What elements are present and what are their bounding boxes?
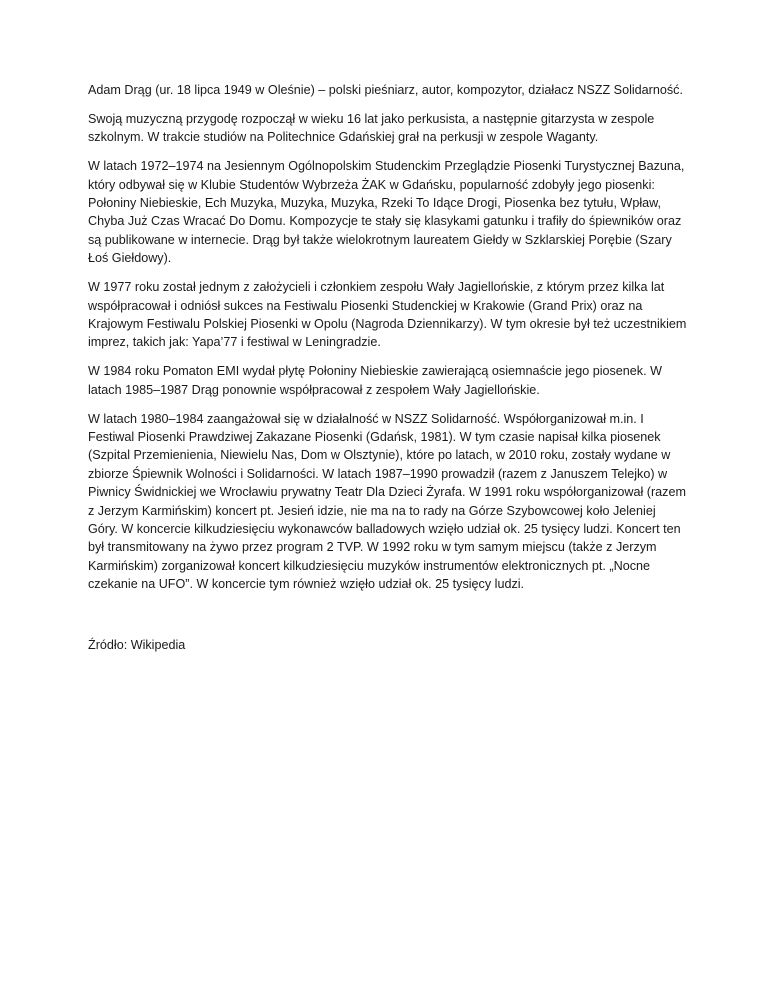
paragraph-solidarnosc: W latach 1980–1984 zaangażował się w działalność w NSZZ Solidarność. Współorganizował m.in. I Festiwal Piosenki Prawdziwej Zakazane Piosenki (Gdańsk, 1981). W tym czasie napisał kilka piosenek (Szpital Przemienienia, Niewielu Nas, Dom w Olsztynie), które po latach, w 2010 roku, zostały wydane w zbiorze Śpiewnik Wolności i Solidarności. W latach 1987–1990 prowadził (razem z Januszem Telejko) w Piwnicy Świdnickiej we Wrocławiu prywatny Teatr Dla Dzieci Żyrafa. W 1991 roku współorganizował (razem z Jerzym Karmińskim) koncert pt. Jesień idzie, nie ma na to rady na Górze Szybowcowej koło Jeleniej Góry. W koncercie kilkudziesięciu wykonawców balladowych wzięło udział ok. 25 tysięcy ludzi. Koncert ten był transmitowany na żywo przez program 2 TVP. W 1992 roku w tym samym miejscu (także z Jerzym Karmińskim) zorganizował koncert kilkudziesięciu muzyków instrumentów elektronicznych pt. „Nocne czekanie na UFO”. W koncercie tym również wzięło udział ok. 25 tysięcy ludzi.: [88, 411, 686, 592]
paragraph-bazuna: W latach 1972–1974 na Jesiennym Ogólnopolskim Studenckim Przeglądzie Piosenki Turystycznej Bazuna, który odbywał się w Klubie Studentów Wybrzeża ŻAK w Gdańsku, popularność zdobyły jego piosenki: Połoniny Niebieskie, Ech Muzyka, Muzyka, Muzyka, Rzeki To Idące Drogi, Piosenka bez tytułu, Wpław, Chyba Już Czas Wracać Do Domu. Kompozycje te stały się klasykami gatunku i trafiły do śpiewników oraz są publikowane w internecie. Drąg był także wielokrotnym laureatem Giełdy w Szklarskiej Porębie (Szary Łoś Giełdowy).: [88, 159, 685, 266]
paragraph-album: W 1984 roku Pomaton EMI wydał płytę Połoniny Niebieskie zawierającą osiemnaście jego piosenek. W latach 1985–1987 Drąg ponownie współpracował z zespołem Wały Jagiellońskie.: [88, 364, 662, 397]
paragraph-waly-jagiellonskie: W 1977 roku został jednym z założycieli i członkiem zespołu Wały Jagiellońskie, z którym przez kilka lat współpracował i odniósł sukces na Festiwalu Piosenki Studenckiej w Krakowie (Grand Prix) oraz na Krajowym Festiwalu Polskiej Piosenki w Opolu (Nagroda Dziennikarzy). W tym okresie był też uczestnikiem imprez, takich jak: Yapa’77 i festiwal w Leningradzie.: [88, 280, 687, 350]
paragraph-beginnings: Swoją muzyczną przygodę rozpoczął w wieku 16 lat jako perkusista, a następnie gitarzysta w zespole szkolnym. W trakcie studiów na Politechnice Gdańskiej grał na perkusji w zespole Waganty.: [88, 111, 655, 145]
source-note: Źródło: Wikipedia: [88, 637, 186, 652]
paragraph-intro: Adam Drąg (ur. 18 lipca 1949 w Oleśnie) – polski pieśniarz, autor, kompozytor, działacz NSZZ Solidarność.: [88, 83, 683, 97]
document-body: [88, 81, 688, 665]
